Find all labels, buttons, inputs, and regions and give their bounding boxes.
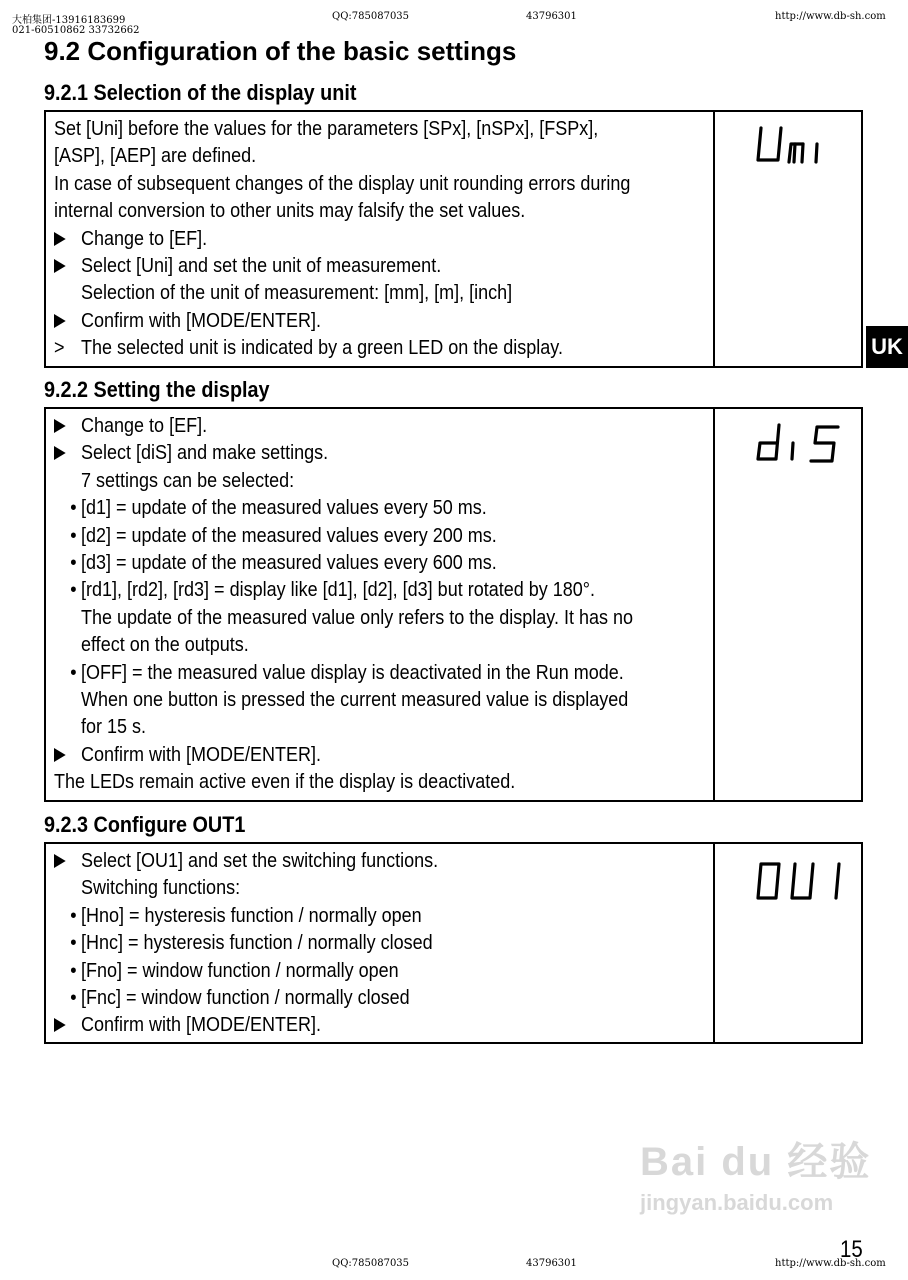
line-text: [d2] = update of the measured values every 200 ms.	[81, 524, 497, 547]
header-company: 大柏集团-13916183699	[12, 15, 126, 26]
display-uni-icon	[755, 122, 835, 172]
subsection-title-unit: 9.2.1 Selection of the display unit	[44, 80, 357, 105]
line-text: [Fnc] = window function / normally closed	[81, 986, 410, 1009]
line-text: Select [Uni] and set the unit of measurement.	[81, 254, 442, 277]
unit-text-column	[46, 112, 715, 366]
baidu-watermark	[640, 1142, 871, 1216]
header-phones: 021-60510862 33732662	[12, 25, 140, 36]
unit-box	[44, 110, 863, 368]
arrow-right-icon	[54, 440, 81, 467]
header-number: 43796301	[526, 11, 577, 22]
subsection-title-display: 9.2.2 Setting the display	[44, 377, 270, 402]
language-tab-uk: UK	[866, 326, 908, 368]
display-dis-icon	[755, 419, 845, 469]
bullet-marker: •	[70, 986, 77, 1009]
line-text: The LEDs remain active even if the display is deactivated.	[54, 771, 516, 794]
line-text: Change to [EF].	[81, 415, 208, 437]
line-text: Confirm with [MODE/ENTER].	[81, 309, 322, 332]
line-text: Confirm with [MODE/ENTER].	[81, 743, 322, 766]
text-line	[54, 468, 647, 495]
text-line	[54, 577, 647, 604]
text-line	[54, 660, 647, 687]
line-text: Switching functions:	[81, 877, 241, 900]
line-text: Change to [EF].	[81, 227, 208, 250]
text-line	[54, 335, 647, 362]
arrow-right-icon	[54, 308, 81, 335]
line-text: [Hno] = hysteresis function / normally open	[81, 904, 422, 927]
line-text: [rd1], [rd2], [rd3] = display like [d1], [d2], [d3] but rotated by 180°.	[81, 579, 595, 602]
bullet-marker: •	[70, 579, 77, 602]
text-line	[54, 1012, 647, 1039]
text-line	[54, 903, 647, 930]
text-line	[54, 253, 647, 280]
line-text: Select [diS] and make settings.	[81, 442, 329, 465]
arrow-right-icon	[54, 1012, 81, 1039]
section-title: 9.2 Configuration of the basic settings	[44, 36, 517, 66]
text-line	[54, 632, 647, 659]
out1-text-column	[46, 844, 715, 1042]
header-url: http://www.db-sh.com	[775, 11, 886, 22]
line-text: [Fno] = window function / normally open	[81, 959, 399, 982]
page-number: 15	[840, 1236, 863, 1263]
line-text: [d1] = update of the measured values every 50 ms.	[81, 497, 487, 520]
out1-box	[44, 842, 863, 1044]
display-display-column	[715, 409, 861, 800]
line-text: [Hnc] = hysteresis function / normally closed	[81, 932, 433, 955]
bullet-marker: •	[70, 661, 77, 684]
footer-qq: QQ:785087035	[332, 1258, 410, 1269]
text-line	[54, 769, 647, 796]
bullet-marker: •	[70, 932, 77, 955]
arrow-right-icon	[54, 413, 81, 440]
text-line	[54, 413, 647, 440]
bullet-marker: •	[70, 497, 77, 520]
line-text: The selected unit is indicated by a green LED on the display.	[81, 337, 563, 360]
watermark-brand: Bai du 经验	[640, 1140, 872, 1184]
bullet-marker: •	[70, 904, 77, 927]
text-line	[54, 550, 647, 577]
display-ou1-icon	[755, 854, 845, 904]
text-line	[54, 742, 647, 769]
display-text-column	[46, 409, 715, 800]
text-line	[54, 308, 647, 335]
display-box	[44, 407, 863, 802]
text-line	[54, 687, 647, 714]
line-text: Confirm with [MODE/ENTER].	[81, 1014, 322, 1037]
text-line	[54, 143, 647, 170]
line-text: Set [Uni] before the values for the parameters [SPx], [nSPx], [FSPx],	[54, 118, 599, 140]
line-text: Select [OU1] and set the switching functions.	[81, 850, 439, 872]
arrow-right-icon	[54, 742, 81, 769]
unit-display-column	[715, 112, 861, 366]
bullet-marker: •	[70, 551, 77, 574]
bullet-marker: •	[70, 959, 77, 982]
text-line	[54, 958, 647, 985]
line-text: The update of the measured value only refers to the display. It has no	[81, 606, 634, 629]
text-line	[54, 226, 647, 253]
line-text: [OFF] = the measured value display is deactivated in the Run mode.	[81, 661, 624, 684]
text-line	[54, 198, 647, 225]
header-qq: QQ:785087035	[332, 11, 410, 22]
bullet-marker: •	[70, 524, 77, 547]
text-line	[54, 495, 647, 522]
text-line	[54, 848, 647, 875]
arrow-right-icon	[54, 848, 81, 875]
line-text: internal conversion to other units may falsify the set values.	[54, 200, 526, 223]
line-text: [d3] = update of the measured values every 600 ms.	[81, 551, 497, 574]
text-line	[54, 605, 647, 632]
text-line	[54, 440, 647, 467]
line-text: for 15 s.	[81, 716, 147, 739]
line-text: 7 settings can be selected:	[81, 469, 295, 492]
subsection-title-out1: 9.2.3 Configure OUT1	[44, 812, 246, 837]
footer-number: 43796301	[526, 1258, 577, 1269]
line-text: When one button is pressed the current measured value is displayed	[81, 688, 629, 711]
arrow-right-icon	[54, 226, 81, 253]
line-text: In case of subsequent changes of the display unit rounding errors during	[54, 172, 631, 195]
text-line	[54, 714, 647, 741]
line-text: [ASP], [AEP] are defined.	[54, 145, 257, 168]
watermark-url: jingyan.baidu.com	[640, 1190, 834, 1215]
text-line	[54, 875, 647, 902]
line-text: effect on the outputs.	[81, 634, 249, 657]
out1-display-column	[715, 844, 861, 1042]
text-line	[54, 116, 647, 143]
text-line	[54, 280, 647, 307]
footer-url: http://www.db-sh.com	[775, 1258, 886, 1269]
text-line	[54, 930, 647, 957]
result-marker: >	[54, 337, 65, 360]
arrow-right-icon	[54, 253, 81, 280]
text-line	[54, 523, 647, 550]
line-text: Selection of the unit of measurement: [mm], [m], [inch]	[81, 282, 513, 305]
text-line	[54, 171, 647, 198]
text-line	[54, 985, 647, 1012]
